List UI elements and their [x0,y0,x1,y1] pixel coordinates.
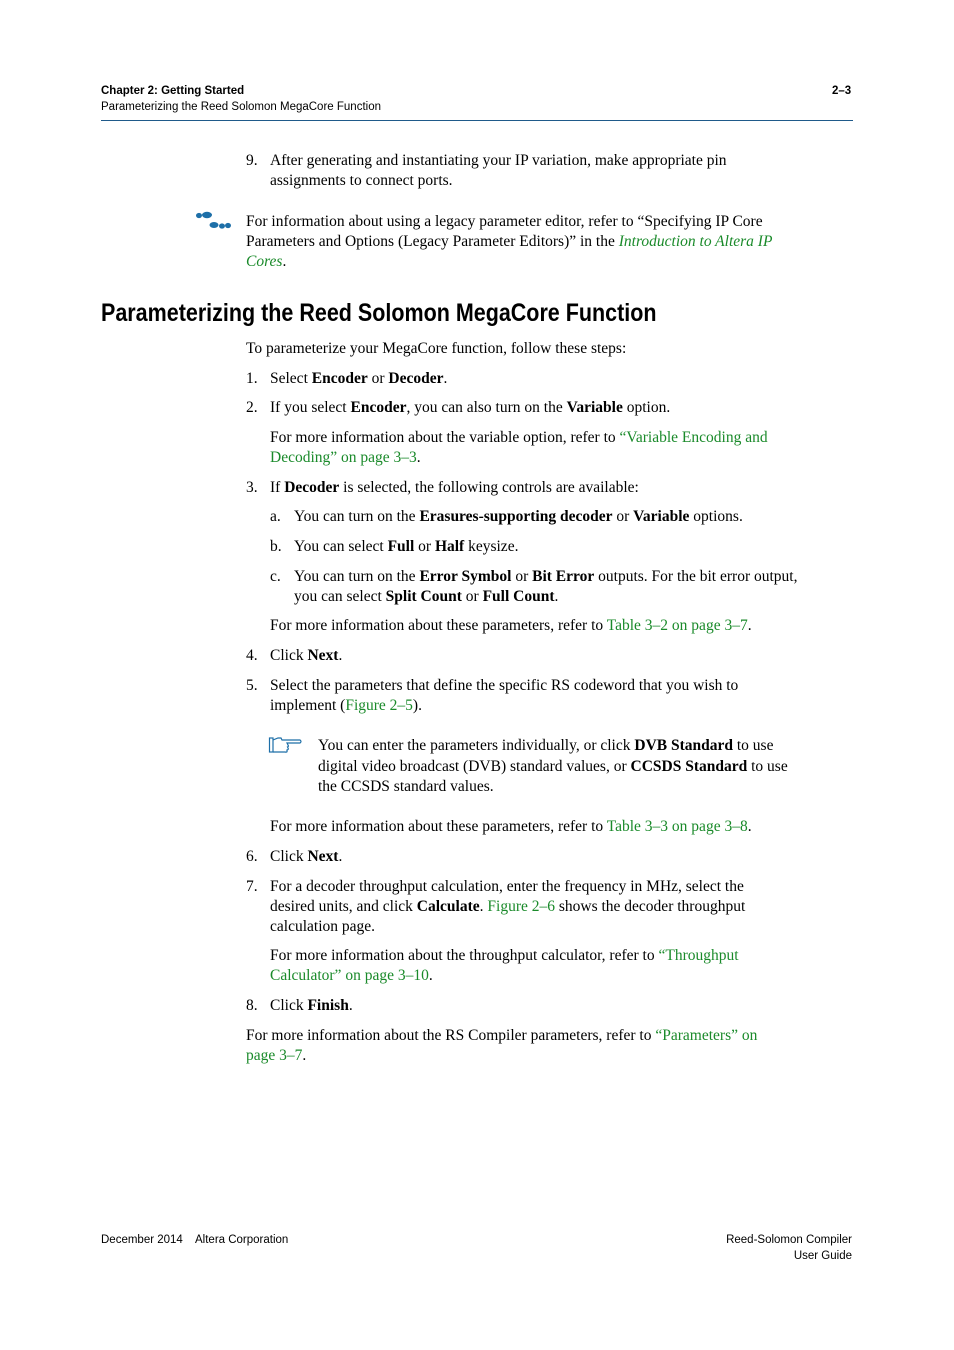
text-span: . [416,449,421,466]
header-rule [101,120,853,121]
parameters-link[interactable]: “Parameters” on [655,1027,758,1044]
closing-text [246,1046,306,1066]
throughput-calculator-link[interactable]: Calculator” on page 3–10 [270,967,429,984]
text-span: You can select [294,538,388,555]
text-span: shows the decoder throughput [554,898,746,915]
ui-term: Erasures-supporting decoder [419,508,613,525]
text-span: Click [270,848,308,865]
pointing-hand-icon [268,735,304,755]
step-text: assignments to connect ports. [270,172,453,189]
ui-term: Decoder [388,370,444,387]
ui-term: Variable [633,508,690,525]
tip-text [318,757,788,777]
text-span: digital video broadcast (DVB) standard values, or [318,758,631,775]
more-info-text [270,817,752,837]
note-text [246,232,772,252]
step-number: 8. [246,997,258,1014]
text-span: . [302,1047,307,1064]
text-span: If you select [270,399,351,416]
substep-letter: b. [270,538,282,555]
text-span: . [443,370,448,387]
text-span: you can select [294,588,386,605]
text-span: . [479,898,488,915]
table-3-2-link[interactable]: Table 3–2 on page 3–7 [606,617,748,634]
ui-term: Calculate [416,898,480,915]
ui-term: Full Count [482,588,555,605]
text-span: For more information about these parameters, refer to [270,818,607,835]
ui-term: Next [307,848,339,865]
text-span: . [348,997,353,1014]
throughput-calculator-link[interactable]: “Throughput [658,947,739,964]
table-3-3-link[interactable]: Table 3–3 on page 3–8 [606,818,748,835]
step-text [270,646,342,666]
ui-term: Decoder [284,479,340,496]
text-span: desired units, and click [270,898,417,915]
ui-term: CCSDS Standard [630,758,748,775]
note-text-span: . [282,253,287,270]
text-span: options. [689,508,743,525]
step-number: 4. [246,647,258,664]
ui-term: Encoder [350,399,407,416]
step-text [270,996,353,1016]
step-number: 6. [246,848,258,865]
text-span: ). [412,697,422,714]
text-span: You can turn on the [294,568,420,585]
step-number: 7. [246,878,258,895]
text-span: . [338,848,343,865]
text-span: . [747,818,752,835]
intro-text: To parameterize your MegaCore function, follow these steps: [246,340,627,357]
ui-term: Half [434,538,465,555]
text-span: . [428,967,433,984]
text-span: or [511,568,533,585]
step-text [270,847,342,867]
figure-2-6-link[interactable]: Figure 2–6 [487,898,555,915]
step-text: Select the parameters that define the specific RS codeword that you wish to [270,677,739,694]
ui-term: Full [387,538,415,555]
more-info-text [270,946,739,966]
parameters-link[interactable]: page 3–7 [246,1047,303,1064]
text-span: or [612,508,634,525]
step-number: 2. [246,399,258,416]
substep-text [294,507,743,527]
text-span: Click [270,647,308,664]
footer-date: December 2014 [101,1234,183,1246]
text-span: You can turn on the [294,508,420,525]
text-span: For more information about the variable option, refer to [270,429,620,446]
text-span: , you can also turn on the [406,399,567,416]
ui-term: Bit Error [532,568,595,585]
step-text [270,369,447,389]
text-span: If [270,479,285,496]
step-text [270,398,670,418]
text-span: option. [622,399,671,416]
intro-altera-ip-link[interactable]: Introduction to Altera IP [618,233,773,250]
closing-text [246,1026,757,1046]
footer-company: Altera Corporation [195,1234,289,1246]
tip-text [318,736,773,756]
figure-2-5-link[interactable]: Figure 2–5 [345,697,413,714]
text-span: to use [733,737,774,754]
section-title: Parameterizing the Reed Solomon MegaCore Function [101,299,657,327]
step-text: calculation page. [270,918,376,935]
text-span: implement ( [270,697,346,714]
text-span: For more information about these parameters, refer to [270,617,607,634]
text-span: For more information about the RS Compiler parameters, refer to [246,1027,656,1044]
more-info-text [270,966,433,986]
text-span: . [338,647,343,664]
running-header-chapter: Chapter 2: Getting Started [101,85,245,97]
ui-term: Variable [566,399,623,416]
tip-text: the CCSDS standard values. [318,778,494,795]
step-number: 9. [246,152,258,169]
text-span: is selected, the following controls are available: [339,479,639,496]
ui-term: DVB Standard [634,737,733,754]
text-span: to use [747,758,788,775]
step-number: 3. [246,479,258,496]
step-text: For a decoder throughput calculation, enter the frequency in MHz, select the [270,878,744,895]
note-text [246,252,286,272]
text-span: For more information about the throughput calculator, refer to [270,947,659,964]
step-text [270,897,745,917]
more-info-text [270,428,768,448]
text-span: keysize. [464,538,519,555]
text-span: Select [270,370,312,387]
substep-text [294,537,518,557]
text-span: or [461,588,483,605]
step-text [270,478,639,498]
substep-letter: a. [270,508,281,525]
ui-term: Split Count [385,588,462,605]
footsteps-icon [193,211,233,231]
note-text-span: Parameters and Options (Legacy Parameter Editors)” in the [246,233,619,250]
text-span: . [554,588,559,605]
substep-letter: c. [270,568,281,585]
text-span: or [414,538,435,555]
ui-term: Next [307,647,339,664]
step-number: 1. [246,370,258,387]
more-info-text [270,616,752,636]
page-number: 2–3 [832,85,852,97]
note-text: For information about using a legacy parameter editor, refer to “Specifying IP Core [246,213,763,230]
ui-term: Encoder [311,370,368,387]
ui-term: Error Symbol [419,568,512,585]
step-number: 5. [246,677,258,694]
ui-term: Finish [307,997,349,1014]
variable-encoding-link[interactable]: Decoding” on page 3–3 [270,449,417,466]
text-span: or [367,370,389,387]
text-span: Click [270,997,308,1014]
more-info-text [270,448,421,468]
text-span: outputs. For the bit error output, [594,568,798,585]
step-text: After generating and instantiating your IP variation, make appropriate pin [270,152,727,169]
running-header-section: Parameterizing the Reed Solomon MegaCore Function [101,101,381,113]
footer-doc-subtitle: User Guide [793,1250,852,1262]
footer-doc-title: Reed-Solomon Compiler [726,1234,852,1246]
step-text [270,696,422,716]
text-span: . [747,617,752,634]
variable-encoding-link[interactable]: “Variable Encoding and [619,429,768,446]
substep-text [294,567,797,587]
text-span: You can enter the parameters individually, or click [318,737,635,754]
intro-altera-ip-link[interactable]: Cores [246,253,283,270]
substep-text [294,587,558,607]
